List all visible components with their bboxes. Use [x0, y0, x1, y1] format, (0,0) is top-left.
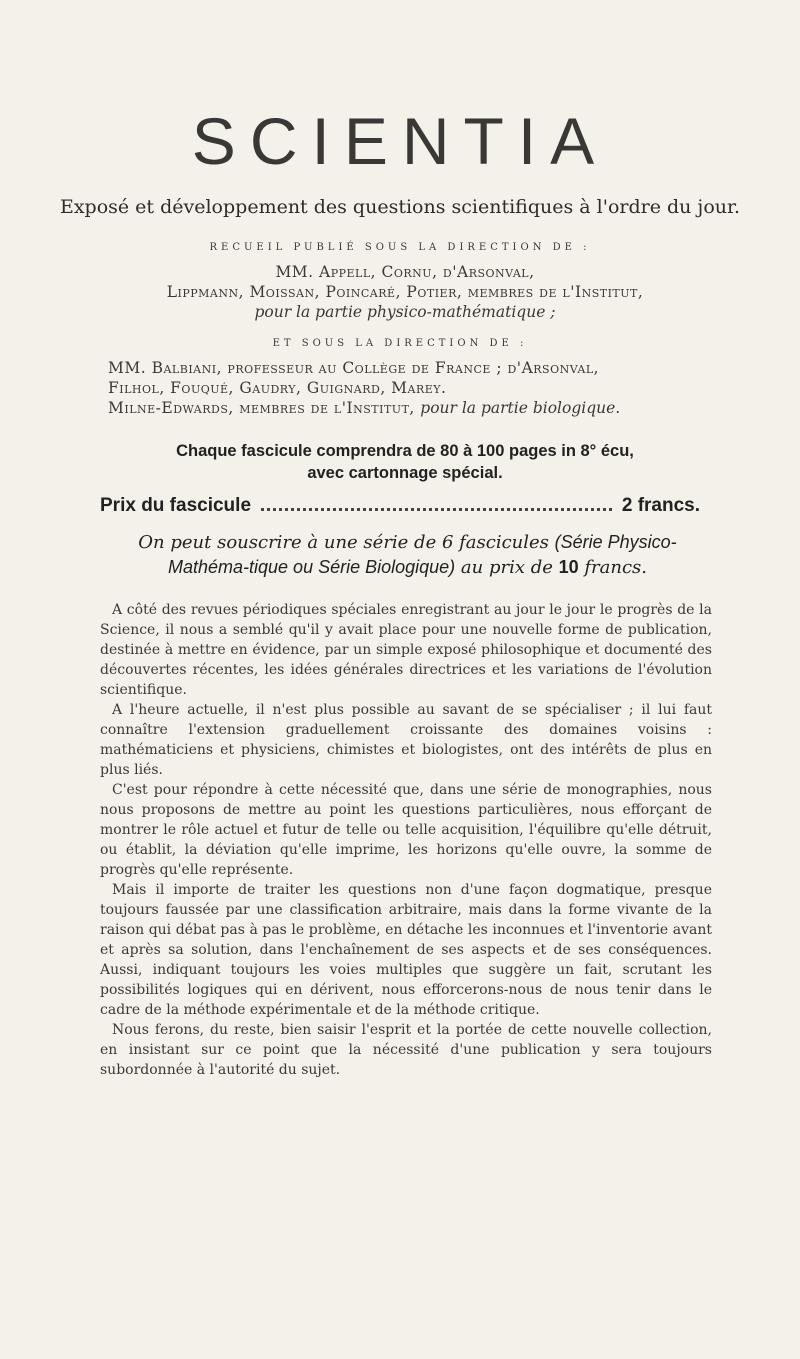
paragraph: Nous ferons, du reste, bien saisir l'esprit et la portée de cette nouvelle collection, en insistant sur ce point que la nécessité d'une publication y sera toujours subordonnée à l'autorité du sujet. [100, 1022, 712, 1078]
directors-bio-line1: MM. Balbiani, professeur au Collège de France ; d'Arsonval, [108, 359, 600, 377]
subscription-series: (Série Physico-Mathéma-tique ou Série Biologique) [168, 532, 677, 577]
section-bio: pour la partie biologique. [420, 399, 621, 417]
paragraph: Mais il importe de traiter les questions non d'une façon dogmatique, presque toujours faussée par une classification arbitraire, mais dans la forme vivante de la raison qui débat pas à pas le problème, en détache les inconnues et l'inventorie avant et après sa solution, dans l'enchaînement de ses aspects et de ses conséquences. Aussi, indiquant toujours les voies multiples que suggère un fait, scrutant les possibilités logiques qui en dérivent, nous efforcerons-nous de nous tenir dans le cadre de la méthode expérimentale et de la méthode critique. [100, 882, 712, 1018]
section-physico: pour la partie physico-mathématique ; [254, 303, 556, 321]
directors-bio-line2: Filhol, Fouqué, Gaudry, Guignard, Marey. [108, 379, 447, 397]
subscription-offer [110, 530, 705, 580]
dot-leader [261, 508, 612, 511]
price-label: Prix du fascicule [100, 495, 252, 516]
directors-physico-names: Lippmann, Moissan, Poincaré, Potier, membres de l'Institut, [166, 283, 644, 301]
subscription-part1: On peut souscrire à une série de 6 fascicules [138, 532, 555, 553]
directors-physico-line2 [100, 282, 710, 302]
page-title: SCIENTIA [191, 104, 609, 178]
direction-heading-1: RECUEIL PUBLIÉ SOUS LA DIRECTION DE : [209, 242, 591, 253]
price-row [100, 495, 700, 517]
direction-heading-2: ET SOUS LA DIRECTION DE : [272, 338, 528, 349]
subscription-part4: francs. [578, 557, 647, 578]
directors-physico-line1: MM. Appell, Cornu, d'Arsonval, [275, 263, 535, 281]
paragraph: A côté des revues périodiques spéciales enregistrant au jour le jour le progrès de la Science, il nous a semblé qu'il y avait place pour une nouvelle forme de publication, destinée à mettre en évidence, par un simple exposé philosophique et documenté des découvertes récentes, les idées générales directrices et les variations de l'évolution scientifique. [100, 602, 712, 698]
paragraph: A l'heure actuelle, il n'est plus possible au savant de se spécialiser ; il lui faut connaître l'extension graduellement croissante des domaines voisins : mathématiciens et physiciens, chimistes et biologistes, ont des intérêts de plus en plus liés. [100, 702, 712, 778]
directors-bio-names: Milne-Edwards, membres de l'Institut, [108, 399, 421, 417]
paragraph: C'est pour répondre à cette nécessité que, dans une série de monographies, nous nous proposons de mettre au point les questions particulières, nous efforçant de montrer le rôle actuel et futur de telle ou telle acquisition, l'équilibre qu'elle détruit, ou établit, la déviation qu'elle imprime, les horizons qu'elle ouvre, la somme de progrès qu'elle représente. [100, 782, 712, 878]
fascicule-line2: avec cartonnage spécial. [307, 464, 503, 482]
subscription-amount: 10 [558, 557, 579, 577]
subscription-part3: au prix de [455, 557, 559, 578]
price-value: 2 francs. [621, 495, 700, 516]
subtitle: Exposé et développement des questions scientifiques à l'ordre du jour. [59, 196, 741, 218]
directors-bio-line3 [108, 398, 710, 418]
fascicule-info [110, 440, 700, 484]
fascicule-line1: Chaque fascicule comprendra de 80 à 100 pages in 8° écu, [176, 442, 634, 460]
introduction-text [100, 600, 712, 1080]
